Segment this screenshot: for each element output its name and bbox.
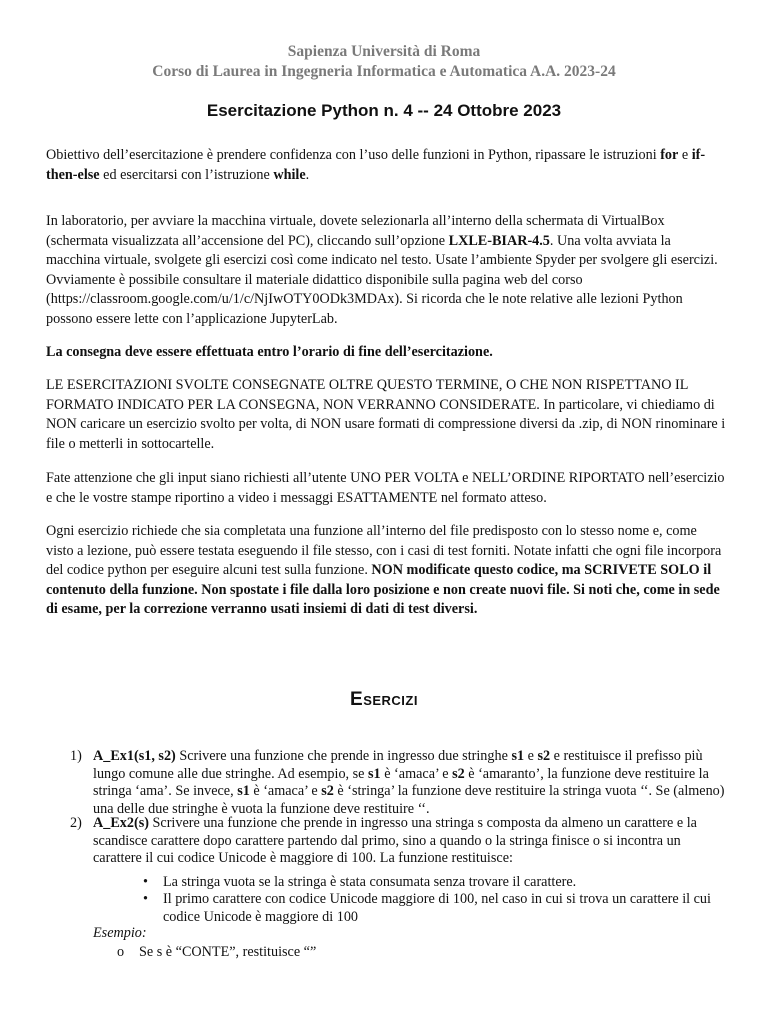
list-item: • La stringa vuota se la stringa è stata consumata senza trovare il carattere. [143, 874, 577, 890]
list-item: • Il primo carattere con codice Unicode maggiore di 100, nel caso in cui si trova un carattere il cui codice Unicode è maggiore di 100 [143, 891, 711, 925]
paragraph-input-warning: Fate attenzione che gli input siano richiesti all’utente UNO PER VOLTA e NELL’ORDINE RIPORTATO nell’esercizio e che le vostre stampe riportino a video i messaggi ESATTAMENTE nel formato atteso. [46, 470, 725, 506]
bullet-icon: • [143, 874, 148, 890]
circle-bullet-icon: o [117, 944, 125, 960]
example-item: o Se s è “CONTE”, restituisce “” [117, 944, 317, 960]
paragraph-function-notes: Ogni esercizio richiede che sia completata una funzione all’interno del file predisposto con lo stesso nome e, come visto a lezione, può essere testata eseguendo il file stesso, con i casi di test forniti. Notate infatti che ogni file incorpora del codice python per eseguire alcuni test sulla funzione. NON modificate questo codice, ma SCRIVETE SOLO il contenuto della funzione. Non spostate i file dalla loro posizione e non create nuovi file. Si noti che, come in sede di esame, per la correzione verranno usati insiemi di dati di test diversi. [46, 523, 722, 618]
exercise-number: 2) [70, 815, 82, 831]
paragraph-objective: Obiettivo dell’esercitazione è prendere confidenza con l’uso delle funzioni in Python, ripassare le istruzioni for e if-then-else ed esercitarsi con l’istruzione while. [46, 147, 706, 183]
exercise-1: 1) A_Ex1(s1, s2) Scrivere una funzione che prende in ingresso due stringhe s1 e s2 e restituisce il prefisso più lungo comune alle due stringhe. Ad esempio, se s1 è ‘amaca’ e s2 è ‘amaranto’, la funzione deve restituire la stringa ‘ama’. Se invece, s1 è ‘amaca’ e s2 è ‘stringa’ la funzione deve restituire la stringa vuota ‘‘. Se (almeno) una delle due stringhe è vuota la funzione deve restituire ‘‘. [70, 748, 725, 817]
paragraph-format-warning: LE ESERCITAZIONI SVOLTE CONSEGNATE OLTRE QUESTO TERMINE, O CHE NON RISPETTANO IL FORMATO INDICATO PER LA CONSEGNA, NON VERRANNO CONSIDERATE. In particolare, vi chiediamo di NON caricare un esercizio svolto per volta, di NON usare formati di compressione diversi da .zip, di NON rinominare i file o metterli in sottocartelle. [46, 377, 726, 452]
university-name: Sapienza Università di Roma [287, 43, 481, 60]
paragraph-lab-instructions: In laboratorio, per avviare la macchina virtuale, dovete selezionarla all’interno della schermata di VirtualBox (schermata visualizzata all’accensione del PC), cliccando sull’opzione LXLE-BIAR-4.5. Una volta avviata la macchina virtuale, svolgete gli esercizi così come indicato nel testo. Usate l’ambiente Spyder per svolgere gli esercizi. Ovviamente è possibile consultare il materiale didattico disponibile sulla pagina web del corso (https://classroom.google.com/u/1/c/NjIwOTY0ODk3MDAx). Si ricorda che le note relative alle lezioni Python possono essere lette con l’applicazione JupyterLab. [46, 213, 718, 327]
exercise-number: 1) [70, 748, 82, 764]
example-label: Esempio: [93, 925, 147, 941]
page-title: Esercitazione Python n. 4 -- 24 Ottobre 2023 [206, 101, 562, 120]
section-title-esercizi: Esercizi [350, 689, 418, 710]
bullet-icon: • [143, 891, 148, 907]
paragraph-deadline: La consegna deve essere effettuata entro l’orario di fine dell’esercitazione. [46, 344, 493, 360]
course-name: Corso di Laurea in Ingegneria Informatica e Automatica A.A. 2023-24 [152, 63, 616, 80]
document-header [0, 42, 768, 82]
exercise-2: 2) A_Ex2(s) Scrivere una funzione che prende in ingresso una stringa s composta da almeno un carattere e la scandisce carattere dopo carattere partendo dal primo, sino a quando o la stringa finisce o si incontra un carattere il cui codice Unicode è maggiore di 100. La funzione restituisce: [70, 815, 697, 866]
